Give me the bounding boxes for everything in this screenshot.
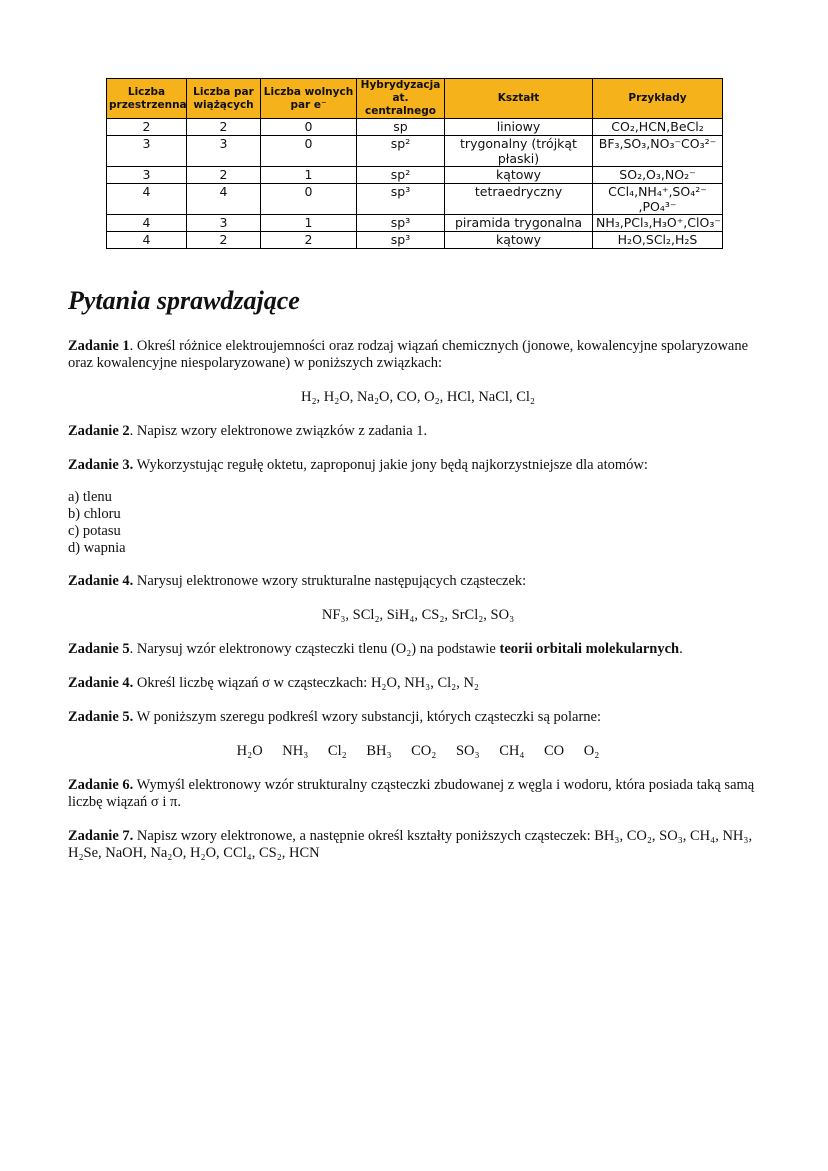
cell-examples: CO₂,HCN,BeCl₂ bbox=[593, 119, 723, 136]
section-title: Pytania sprawdzające bbox=[68, 286, 300, 315]
cell-lone-pairs: 0 bbox=[261, 136, 357, 167]
cell-hybridization: sp³ bbox=[357, 215, 445, 232]
task-number: Zadanie 7. bbox=[68, 828, 134, 844]
list-item: d) wapnia bbox=[68, 540, 126, 556]
task-number: Zadanie 4. bbox=[68, 675, 134, 691]
cell-examples: SO₂,O₃,NO₂⁻ bbox=[593, 167, 723, 184]
cell-hybridization: sp² bbox=[357, 167, 445, 184]
task-number: Zadanie 4. bbox=[68, 573, 134, 589]
task-7 bbox=[68, 828, 768, 862]
table-row bbox=[107, 136, 723, 167]
task-6 bbox=[68, 777, 768, 811]
task-number: Zadanie 1 bbox=[68, 338, 130, 354]
task-4-structural-formulas bbox=[68, 573, 768, 590]
table-header-row bbox=[107, 79, 723, 119]
cell-spatial-number: 4 bbox=[107, 215, 187, 232]
task-3 bbox=[68, 457, 768, 474]
header-spatial-number: Liczba przestrzenna bbox=[107, 79, 187, 119]
table-row bbox=[107, 119, 723, 136]
substance-formula: O₂ bbox=[583, 743, 600, 759]
task-number: Zadanie 5. bbox=[68, 709, 134, 725]
cell-shape: kątowy bbox=[445, 232, 593, 249]
table-row bbox=[107, 184, 723, 215]
task-1-compounds: H₂, H₂O, Na₂O, CO, O₂, HCl, NaCl, Cl₂ bbox=[301, 389, 535, 405]
substance-formula: CO₂ bbox=[411, 743, 437, 759]
substance-formula: Cl₂ bbox=[327, 743, 347, 759]
cell-spatial-number: 2 bbox=[107, 119, 187, 136]
task-4-molecules: NF₃, SCl₂, SiH₄, CS₂, SrCl₂, SO₃ bbox=[321, 607, 515, 623]
header-lone-pairs: Liczba wolnych par e⁻ bbox=[261, 79, 357, 119]
cell-spatial-number: 3 bbox=[107, 167, 187, 184]
header-hybridization: Hybrydyzacja at. centralnego bbox=[357, 79, 445, 119]
substance-formula: CO bbox=[544, 743, 565, 759]
task-text: . Narysuj wzór elektronowy cząsteczki tlenu (O₂) na podstawie bbox=[129, 641, 500, 657]
review-questions-section bbox=[68, 284, 768, 879]
header-examples: Przykłady bbox=[593, 79, 723, 119]
task-5-substance-series bbox=[68, 743, 768, 760]
task-number: Zadanie 2 bbox=[68, 423, 130, 439]
cell-bonding-pairs: 2 bbox=[187, 232, 261, 249]
task-5-polar-molecules bbox=[68, 709, 768, 726]
cell-shape: tetraedryczny bbox=[445, 184, 593, 215]
cell-shape: liniowy bbox=[445, 119, 593, 136]
cell-bonding-pairs: 3 bbox=[187, 136, 261, 167]
table-row bbox=[107, 167, 723, 184]
cell-hybridization: sp³ bbox=[357, 184, 445, 215]
hybridization-table bbox=[106, 78, 723, 249]
cell-hybridization: sp bbox=[357, 119, 445, 136]
cell-spatial-number: 4 bbox=[107, 232, 187, 249]
cell-bonding-pairs: 2 bbox=[187, 119, 261, 136]
header-shape: Kształt bbox=[445, 79, 593, 119]
cell-lone-pairs: 1 bbox=[261, 215, 357, 232]
cell-spatial-number: 4 bbox=[107, 184, 187, 215]
table-row bbox=[107, 232, 723, 249]
task-text: Napisz wzory elektronowe, a następnie określ kształty poniższych cząsteczek: BH₃, CO₂, SO₃, CH₄, NH₃, H₂Se, NaOH, Na₂O, H₂O, CCl₄, CS₂, HCN bbox=[68, 828, 753, 861]
cell-examples: H₂O,SCl₂,H₂S bbox=[593, 232, 723, 249]
task-text: . Napisz wzory elektronowe związków z zadania 1. bbox=[129, 423, 428, 439]
task-text: Określ liczbę wiązań σ w cząsteczkach: H₂O, NH₃, Cl₂, N₂ bbox=[133, 675, 479, 691]
list-item: b) chloru bbox=[68, 506, 121, 522]
task-text: Wykorzystując regułę oktetu, zaproponuj jakie jony będą najkorzystniejsze dla atomów: bbox=[133, 457, 648, 473]
table-row bbox=[107, 215, 723, 232]
cell-lone-pairs: 1 bbox=[261, 167, 357, 184]
cell-lone-pairs: 0 bbox=[261, 184, 357, 215]
task-5-oxygen-mo: Zadanie 5. Narysuj wzór elektronowy cząsteczki tlenu (O₂) na podstawie teorii orbitali molekularnych. bbox=[68, 641, 683, 657]
cell-lone-pairs: 2 bbox=[261, 232, 357, 249]
task-number: Zadanie 3. bbox=[68, 457, 134, 473]
cell-examples: NH₃,PCl₃,H₃O⁺,ClO₃⁻ bbox=[593, 215, 723, 232]
task-text: . Określ różnice elektroujemności oraz rodzaj wiązań chemicznych (jonowe, kowalencyjne spolaryzowane oraz kowalencyjne niespolaryzowane) w poniższych związkach: bbox=[68, 338, 749, 371]
cell-bonding-pairs: 2 bbox=[187, 167, 261, 184]
cell-bonding-pairs: 4 bbox=[187, 184, 261, 215]
cell-examples: BF₃,SO₃,NO₃⁻CO₃²⁻ bbox=[593, 136, 723, 167]
cell-examples: CCl₄,NH₄⁺,SO₄²⁻ ,PO₄³⁻ bbox=[593, 184, 723, 215]
cell-spatial-number: 3 bbox=[107, 136, 187, 167]
task-number: Zadanie 5 bbox=[68, 641, 130, 657]
cell-hybridization: sp³ bbox=[357, 232, 445, 249]
substance-formula: NH₃ bbox=[282, 743, 309, 759]
cell-lone-pairs: 0 bbox=[261, 119, 357, 136]
task-2 bbox=[68, 423, 768, 440]
task-1 bbox=[68, 338, 768, 372]
task-text: Wymyśl elektronowy wzór strukturalny cząsteczki zbudowanej z węgla i wodoru, która posiada taką samą liczbę wiązań σ i π. bbox=[68, 777, 755, 810]
task-4-sigma-bonds bbox=[68, 675, 768, 692]
substance-formula: CH₄ bbox=[499, 743, 525, 759]
substance-formula: H₂O bbox=[236, 743, 263, 759]
header-bonding-pairs: Liczba par wiążących bbox=[187, 79, 261, 119]
emphasis-text: teorii orbitali molekularnych bbox=[499, 641, 680, 657]
task-text: Narysuj elektronowe wzory strukturalne następujących cząsteczek: bbox=[133, 573, 527, 589]
cell-shape: kątowy bbox=[445, 167, 593, 184]
cell-hybridization: sp² bbox=[357, 136, 445, 167]
cell-bonding-pairs: 3 bbox=[187, 215, 261, 232]
task-text: W poniższym szeregu podkreśl wzory substancji, których cząsteczki są polarne: bbox=[133, 709, 602, 725]
task-number: Zadanie 6. bbox=[68, 777, 134, 793]
substance-formula: BH₃ bbox=[366, 743, 392, 759]
list-item: a) tlenu bbox=[68, 489, 112, 505]
cell-shape: trygonalny (trójkąt płaski) bbox=[445, 136, 593, 167]
cell-shape: piramida trygonalna bbox=[445, 215, 593, 232]
task-3-options bbox=[68, 489, 768, 557]
list-item: c) potasu bbox=[68, 523, 121, 539]
substance-formula: SO₃ bbox=[455, 743, 480, 759]
